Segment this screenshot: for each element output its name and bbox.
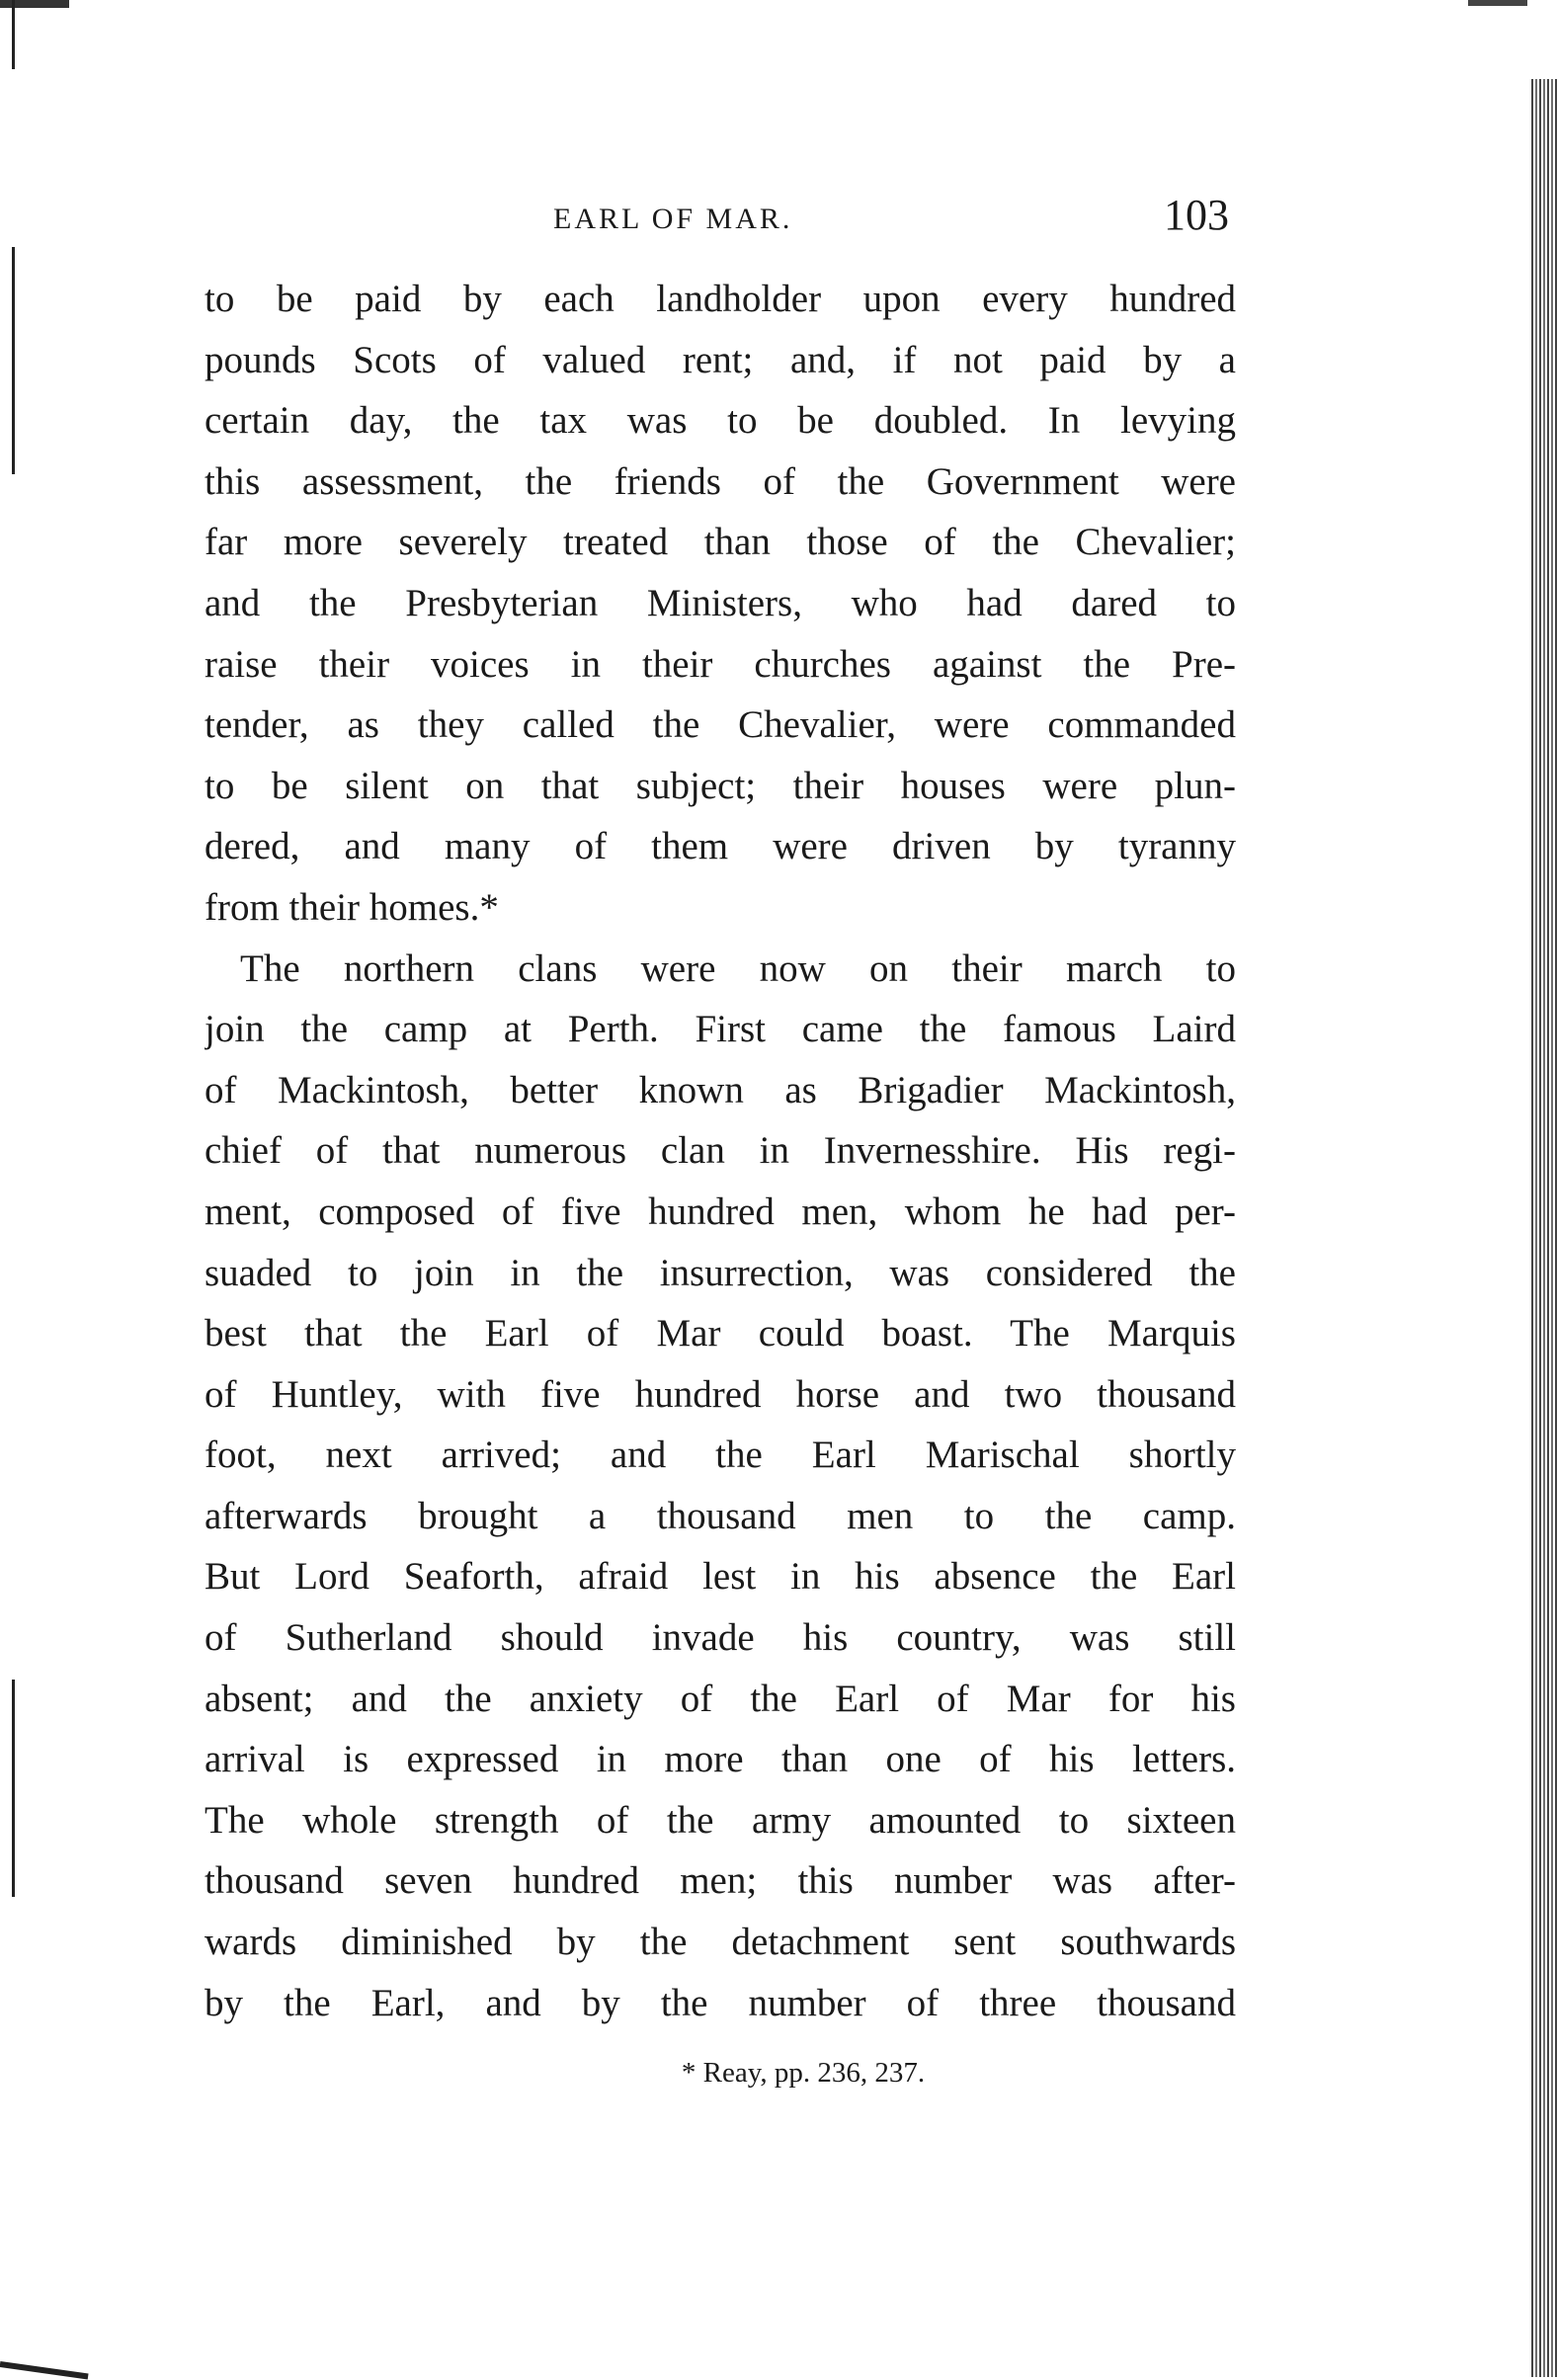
text-line: suaded to join in the insurrection, was considered the (205, 1251, 1236, 1294)
text-line: best that the Earl of Mar could boast. The Marquis (205, 1312, 1236, 1355)
text-line: chief of that numerous clan in Invernesshire. His regi- (205, 1129, 1236, 1173)
text-line: afterwards brought a thousand men to the camp. (205, 1494, 1236, 1537)
text-line: of Sutherland should invade his country, was still (205, 1616, 1236, 1660)
text-line: of Mackintosh, better known as Brigadier Mackintosh, (205, 1068, 1236, 1111)
footnote: * Reay, pp. 236, 237. (681, 2057, 926, 2089)
text-line: But Lord Seaforth, afraid lest in his absence the Earl (205, 1555, 1236, 1599)
text-line: absent; and the anxiety of the Earl of Mar for his (205, 1677, 1236, 1720)
text-line: The whole strength of the army amounted to sixteen (205, 1798, 1236, 1842)
text-line: ment, composed of five hundred men, whom he had per- (205, 1190, 1236, 1233)
text-line: to be paid by each landholder upon every hundred (205, 278, 1236, 320)
scan-edge-left (12, 1680, 15, 1897)
text-line: tender, as they called the Chevalier, were commanded (205, 703, 1236, 747)
text-line: far more severely treated than those of the Chevalier; (205, 521, 1236, 564)
text-line: dered, and many of them were driven by tyranny (205, 825, 1236, 868)
paragraph (205, 939, 1236, 2034)
scan-edge-left (12, 0, 15, 69)
text-line: join the camp at Perth. First came the famous Laird (205, 1008, 1236, 1051)
text-line: and the Presbyterian Ministers, who had dared to (205, 581, 1236, 624)
scan-edge-left (12, 247, 15, 474)
text-line: to be silent on that subject; their houses were plun- (205, 764, 1236, 807)
paragraph (205, 269, 1236, 939)
scan-edge-right (1531, 79, 1557, 2377)
text-line: pounds Scots of valued rent; and, if not paid by a (205, 338, 1236, 381)
text-line: certain day, the tax was to be doubled. In levying (205, 399, 1236, 443)
text-line: by the Earl, and by the number of three thousand (205, 1981, 1236, 2024)
text-line: wards diminished by the detachment sent southwards (205, 1921, 1236, 1964)
text-line: foot, next arrived; and the Earl Marischal shortly (205, 1434, 1236, 1477)
scan-artifact (0, 0, 69, 8)
running-head: EARL OF MAR. (553, 203, 793, 235)
text-line: The northern clans were now on their march to (240, 946, 1236, 990)
text-line: raise their voices in their churches against the Pre- (205, 642, 1236, 686)
text-line: thousand seven hundred men; this number was after- (205, 1859, 1236, 1903)
page-number: 103 (1164, 191, 1229, 239)
body-text (205, 269, 1236, 2033)
text-line: arrival is expressed in more than one of his letters. (205, 1738, 1236, 1781)
scan-artifact (1468, 0, 1527, 6)
text-line: from their homes.* (205, 885, 499, 929)
text-line: this assessment, the friends of the Government were (205, 459, 1236, 503)
text-line: of Huntley, with five hundred horse and two thousand (205, 1372, 1236, 1416)
